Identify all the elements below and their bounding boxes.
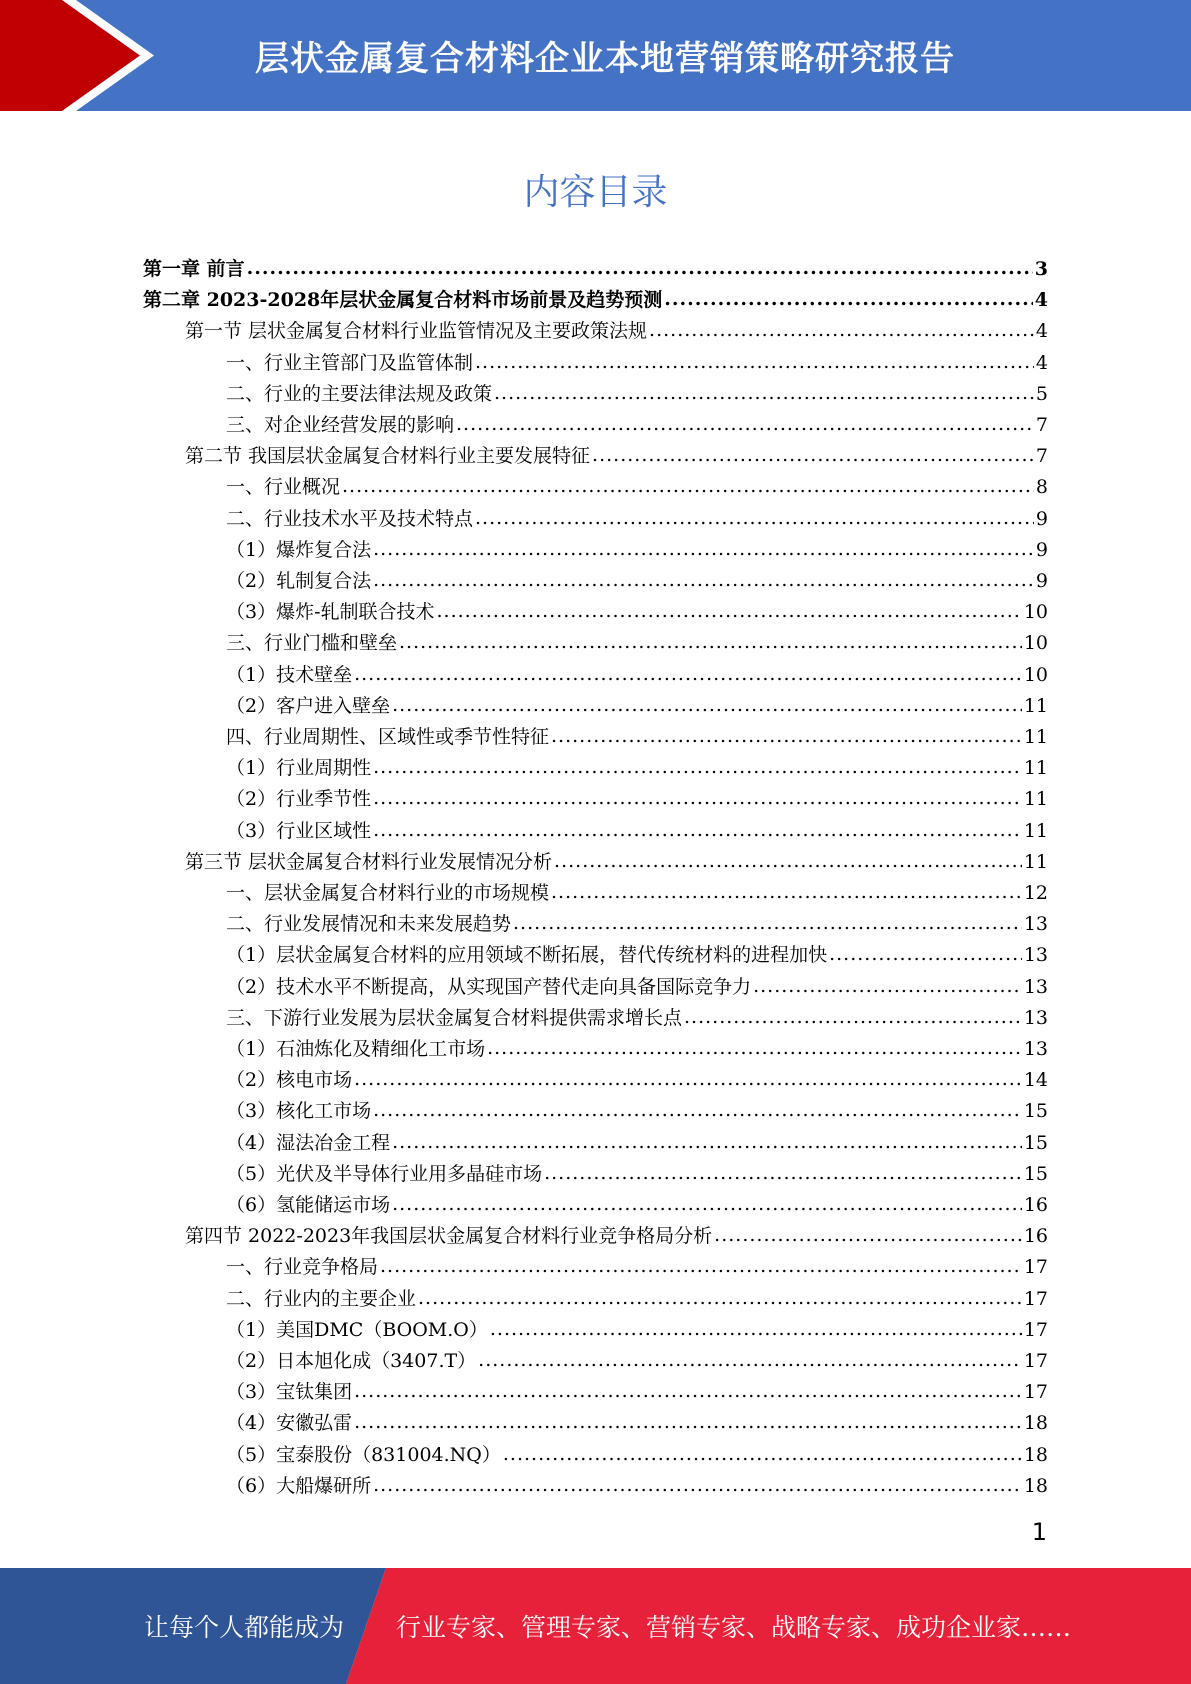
toc-entry[interactable]: [226, 1190, 1048, 1221]
toc-leader-dots: [392, 694, 1022, 716]
header-band: [0, 0, 1191, 111]
toc-entry-label: （4）安徽弘雷: [226, 1412, 353, 1435]
toc-entry-label: （3）核化工市场: [226, 1100, 372, 1123]
toc-leader-dots: [753, 975, 1022, 997]
toc-entry[interactable]: [226, 1003, 1048, 1034]
toc-entry-page: 18: [1023, 1443, 1048, 1466]
toc-entry-label: 二、行业技术水平及技术特点: [226, 507, 474, 530]
toc-leader-dots: [373, 1474, 1022, 1496]
toc-entry-page: 16: [1023, 1225, 1048, 1248]
toc-entry-label: （1）技术壁垒: [226, 663, 353, 686]
toc-entry-page: 11: [1023, 757, 1048, 780]
toc-entry-label: 一、行业概况: [226, 476, 341, 499]
toc-entry-page: 5: [1035, 382, 1048, 405]
toc-entry-page: 17: [1023, 1381, 1048, 1404]
toc-entry-page: 9: [1035, 570, 1048, 592]
toc-leader-dots: [513, 912, 1022, 934]
toc-entry-label: 二、行业内的主要企业: [226, 1287, 417, 1310]
toc-entry-page: 15: [1023, 1131, 1048, 1154]
toc-entry[interactable]: [226, 1128, 1048, 1159]
toc-entry-label: 第一节 层状金属复合材料行业监管情况及主要政策法规: [185, 320, 648, 343]
toc-entry-label: （1）爆炸复合法: [226, 538, 372, 561]
toc-entry[interactable]: [185, 847, 1048, 878]
toc-entry[interactable]: [226, 1159, 1048, 1190]
toc-entry[interactable]: [226, 566, 1048, 597]
toc-entry[interactable]: [226, 1471, 1048, 1502]
toc-entry[interactable]: [185, 441, 1048, 472]
toc-leader-dots: [551, 725, 1022, 747]
toc-entry[interactable]: [226, 1284, 1048, 1315]
toc-entry-label: （2）客户进入壁垒: [226, 694, 391, 717]
toc-entry-page: 3: [1034, 258, 1048, 280]
toc-entry[interactable]: [185, 316, 1048, 347]
toc-entry-page: 9: [1035, 538, 1048, 561]
toc-entry[interactable]: [226, 472, 1048, 503]
toc-entry[interactable]: [226, 1065, 1048, 1096]
toc-entry[interactable]: [226, 722, 1048, 753]
toc-entry-page: 13: [1023, 1006, 1048, 1029]
toc-entry-page: 11: [1023, 694, 1048, 717]
toc-entry-label: （2）技术水平不断提高，从实现国产替代走向具备国际竞争力: [226, 975, 752, 998]
toc-entry[interactable]: [226, 504, 1048, 535]
toc-entry-label: 第二章 2023-2028年层状金属复合材料市场前景及趋势预测: [143, 289, 663, 312]
toc-entry-label: 第一章 前言: [143, 258, 245, 280]
toc-entry-page: 18: [1023, 1474, 1048, 1497]
toc-entry-page: 4: [1034, 289, 1048, 312]
toc-entry-page: 13: [1023, 1038, 1048, 1060]
toc-entry[interactable]: [226, 1252, 1048, 1283]
toc-entry[interactable]: [226, 628, 1048, 659]
toc-entry-page: 11: [1023, 726, 1048, 748]
toc-entry-page: 10: [1023, 632, 1048, 655]
toc-entry-page: 10: [1023, 663, 1048, 686]
toc-leader-dots: [503, 1443, 1022, 1465]
toc-entry[interactable]: [226, 1408, 1048, 1439]
toc-entry[interactable]: [226, 410, 1048, 441]
toc-leader-dots: [342, 475, 1034, 497]
toc-entry[interactable]: [143, 254, 1048, 285]
toc-leader-dots: [592, 444, 1034, 466]
toc-entry-page: 11: [1023, 819, 1048, 842]
toc-entry-page: 13: [1023, 913, 1048, 936]
toc-leader-dots: [684, 1006, 1022, 1028]
toc-entry[interactable]: [226, 816, 1048, 847]
toc-entry[interactable]: [226, 909, 1048, 940]
toc-entry-label: 三、下游行业发展为层状金属复合材料提供需求增长点: [226, 1006, 683, 1029]
toc-heading: 内容目录: [523, 172, 668, 213]
footer-band: [0, 1568, 1191, 1684]
toc-leader-dots: [494, 382, 1034, 404]
toc-leader-dots: [354, 1411, 1022, 1433]
toc-entry[interactable]: [226, 1034, 1048, 1065]
toc-leader-dots: [354, 1380, 1022, 1402]
toc-entry-label: （6）氢能储运市场: [226, 1194, 391, 1216]
toc-leader-dots: [380, 1255, 1022, 1277]
toc-entry-page: 17: [1023, 1256, 1048, 1279]
toc-leader-dots: [373, 819, 1022, 841]
toc-entry-label: （1）层状金属复合材料的应用领域不断拓展，替代传统材料的进程加快: [226, 944, 828, 967]
toc-entry-page: 7: [1035, 445, 1048, 468]
toc-entry-page: 9: [1035, 507, 1048, 530]
toc-leader-dots: [544, 1162, 1022, 1184]
toc-entry-page: 16: [1023, 1194, 1048, 1216]
toc-entry[interactable]: [226, 753, 1048, 784]
toc-leader-dots: [373, 569, 1034, 591]
toc-entry[interactable]: [226, 1377, 1048, 1408]
toc-entry-label: （5）光伏及半导体行业用多晶硅市场: [226, 1162, 543, 1185]
toc-leader-dots: [554, 850, 1022, 872]
toc-entry[interactable]: [226, 878, 1048, 909]
toc-entry-label: （6）大船爆研所: [226, 1474, 372, 1497]
toc-entry-label: 三、对企业经营发展的影响: [226, 414, 455, 436]
toc-entry[interactable]: [226, 784, 1048, 815]
toc-entry[interactable]: [226, 535, 1048, 566]
toc-entry-label: （3）爆炸-轧制联合技术: [226, 601, 435, 624]
toc-leader-dots: [437, 600, 1022, 622]
toc-entry[interactable]: [226, 1096, 1048, 1127]
toc-leader-dots: [354, 663, 1022, 685]
toc-entry-label: 一、行业竞争格局: [226, 1256, 379, 1279]
toc-entry-page: 10: [1023, 601, 1048, 624]
toc-entry-label: （2）轧制复合法: [226, 570, 372, 592]
toc-entry-page: 18: [1023, 1412, 1048, 1435]
toc-entry-label: （1）行业周期性: [226, 757, 372, 780]
toc-entry[interactable]: [143, 285, 1048, 316]
toc-entry-label: 三、行业门槛和壁垒: [226, 632, 398, 655]
toc-entry[interactable]: [226, 691, 1048, 722]
toc-entry[interactable]: [226, 379, 1048, 410]
toc-entry[interactable]: [226, 940, 1048, 971]
toc-leader-dots: [551, 881, 1022, 903]
toc-leader-dots: [373, 538, 1034, 560]
toc-leader-dots: [649, 319, 1034, 341]
page-number: 1: [1031, 1518, 1047, 1546]
toc-entry-label: （3）行业区域性: [226, 819, 372, 842]
toc-leader-dots: [829, 943, 1022, 965]
toc-entry-label: （5）宝泰股份（831004.NQ）: [226, 1443, 501, 1466]
toc-entry-label: （2）行业季节性: [226, 788, 372, 811]
toc-entry-label: （2）日本旭化成（3407.T）: [226, 1350, 477, 1372]
toc-leader-dots: [475, 351, 1034, 373]
toc-entry[interactable]: [226, 348, 1048, 379]
toc-entry-label: （1）石油炼化及精细化工市场: [226, 1038, 486, 1060]
toc-entry[interactable]: [226, 1315, 1048, 1346]
toc-entry-label: 二、行业发展情况和未来发展趋势: [226, 913, 512, 936]
toc-entry[interactable]: [226, 597, 1048, 628]
toc-leader-dots: [487, 1037, 1022, 1059]
toc-leader-dots: [456, 413, 1034, 435]
toc-leader-dots: [373, 787, 1022, 809]
toc-entry[interactable]: [226, 1440, 1048, 1471]
toc-leader-dots: [664, 288, 1033, 310]
toc-entry-page: 8: [1035, 476, 1048, 499]
toc-entry-page: 15: [1023, 1100, 1048, 1123]
toc-entry-label: 第四节 2022-2023年我国层状金属复合材料行业竞争格局分析: [185, 1225, 713, 1248]
toc-entry[interactable]: [226, 972, 1048, 1003]
toc-entry-label: 一、行业主管部门及监管体制: [226, 351, 474, 374]
toc-leader-dots: [247, 257, 1033, 279]
toc-entry-label: （1）美国DMC（BOOM.O）: [226, 1318, 488, 1341]
toc-entry-label: （2）核电市场: [226, 1069, 353, 1092]
toc-leader-dots: [399, 631, 1022, 653]
toc-entry-page: 15: [1023, 1162, 1048, 1185]
toc-leader-dots: [392, 1193, 1022, 1215]
toc-entry-page: 4: [1035, 320, 1048, 343]
footer-slogan-right: 行业专家、管理专家、营销专家、战略专家、成功企业家……: [396, 1613, 1072, 1642]
toc-entry-label: （4）湿法冶金工程: [226, 1131, 391, 1154]
toc-entry-label: 第三节 层状金属复合材料行业发展情况分析: [185, 850, 553, 873]
toc-entry-page: 11: [1023, 850, 1048, 873]
toc-entry-label: （3）宝钛集团: [226, 1381, 353, 1404]
toc-entry[interactable]: [185, 1221, 1048, 1252]
toc-entry-page: 13: [1023, 975, 1048, 998]
toc-leader-dots: [714, 1224, 1022, 1246]
toc-entry-page: 12: [1023, 882, 1048, 904]
toc-leader-dots: [418, 1287, 1022, 1309]
toc-leader-dots: [373, 756, 1022, 778]
toc-entry-page: 11: [1023, 788, 1048, 811]
toc-leader-dots: [475, 507, 1034, 529]
toc-leader-dots: [354, 1068, 1022, 1090]
toc-entry-label: 第二节 我国层状金属复合材料行业主要发展特征: [185, 445, 591, 468]
toc-entry-page: 13: [1023, 944, 1048, 967]
toc-entry-page: 4: [1035, 351, 1048, 374]
toc-entry-label: 四、行业周期性、区域性或季节性特征: [226, 726, 550, 748]
toc-leader-dots: [478, 1349, 1022, 1371]
footer-slogan-left: 让每个人都能成为: [144, 1613, 345, 1642]
toc-leader-dots: [373, 1099, 1022, 1121]
toc-leader-dots: [392, 1131, 1022, 1153]
toc-entry-label: 二、行业的主要法律法规及政策: [226, 382, 493, 405]
toc-entry-page: 7: [1035, 414, 1048, 436]
toc-entry-page: 17: [1023, 1318, 1048, 1341]
report-title: 层状金属复合材料企业本地营销策略研究报告: [255, 39, 955, 79]
toc-entry-page: 17: [1023, 1287, 1048, 1310]
toc-entry-page: 14: [1023, 1069, 1048, 1092]
toc-entry-label: 一、层状金属复合材料行业的市场规模: [226, 882, 550, 904]
toc-entry[interactable]: [226, 660, 1048, 691]
toc-entry[interactable]: [226, 1346, 1048, 1377]
toc-leader-dots: [490, 1318, 1022, 1340]
toc-entry-page: 17: [1023, 1350, 1048, 1372]
